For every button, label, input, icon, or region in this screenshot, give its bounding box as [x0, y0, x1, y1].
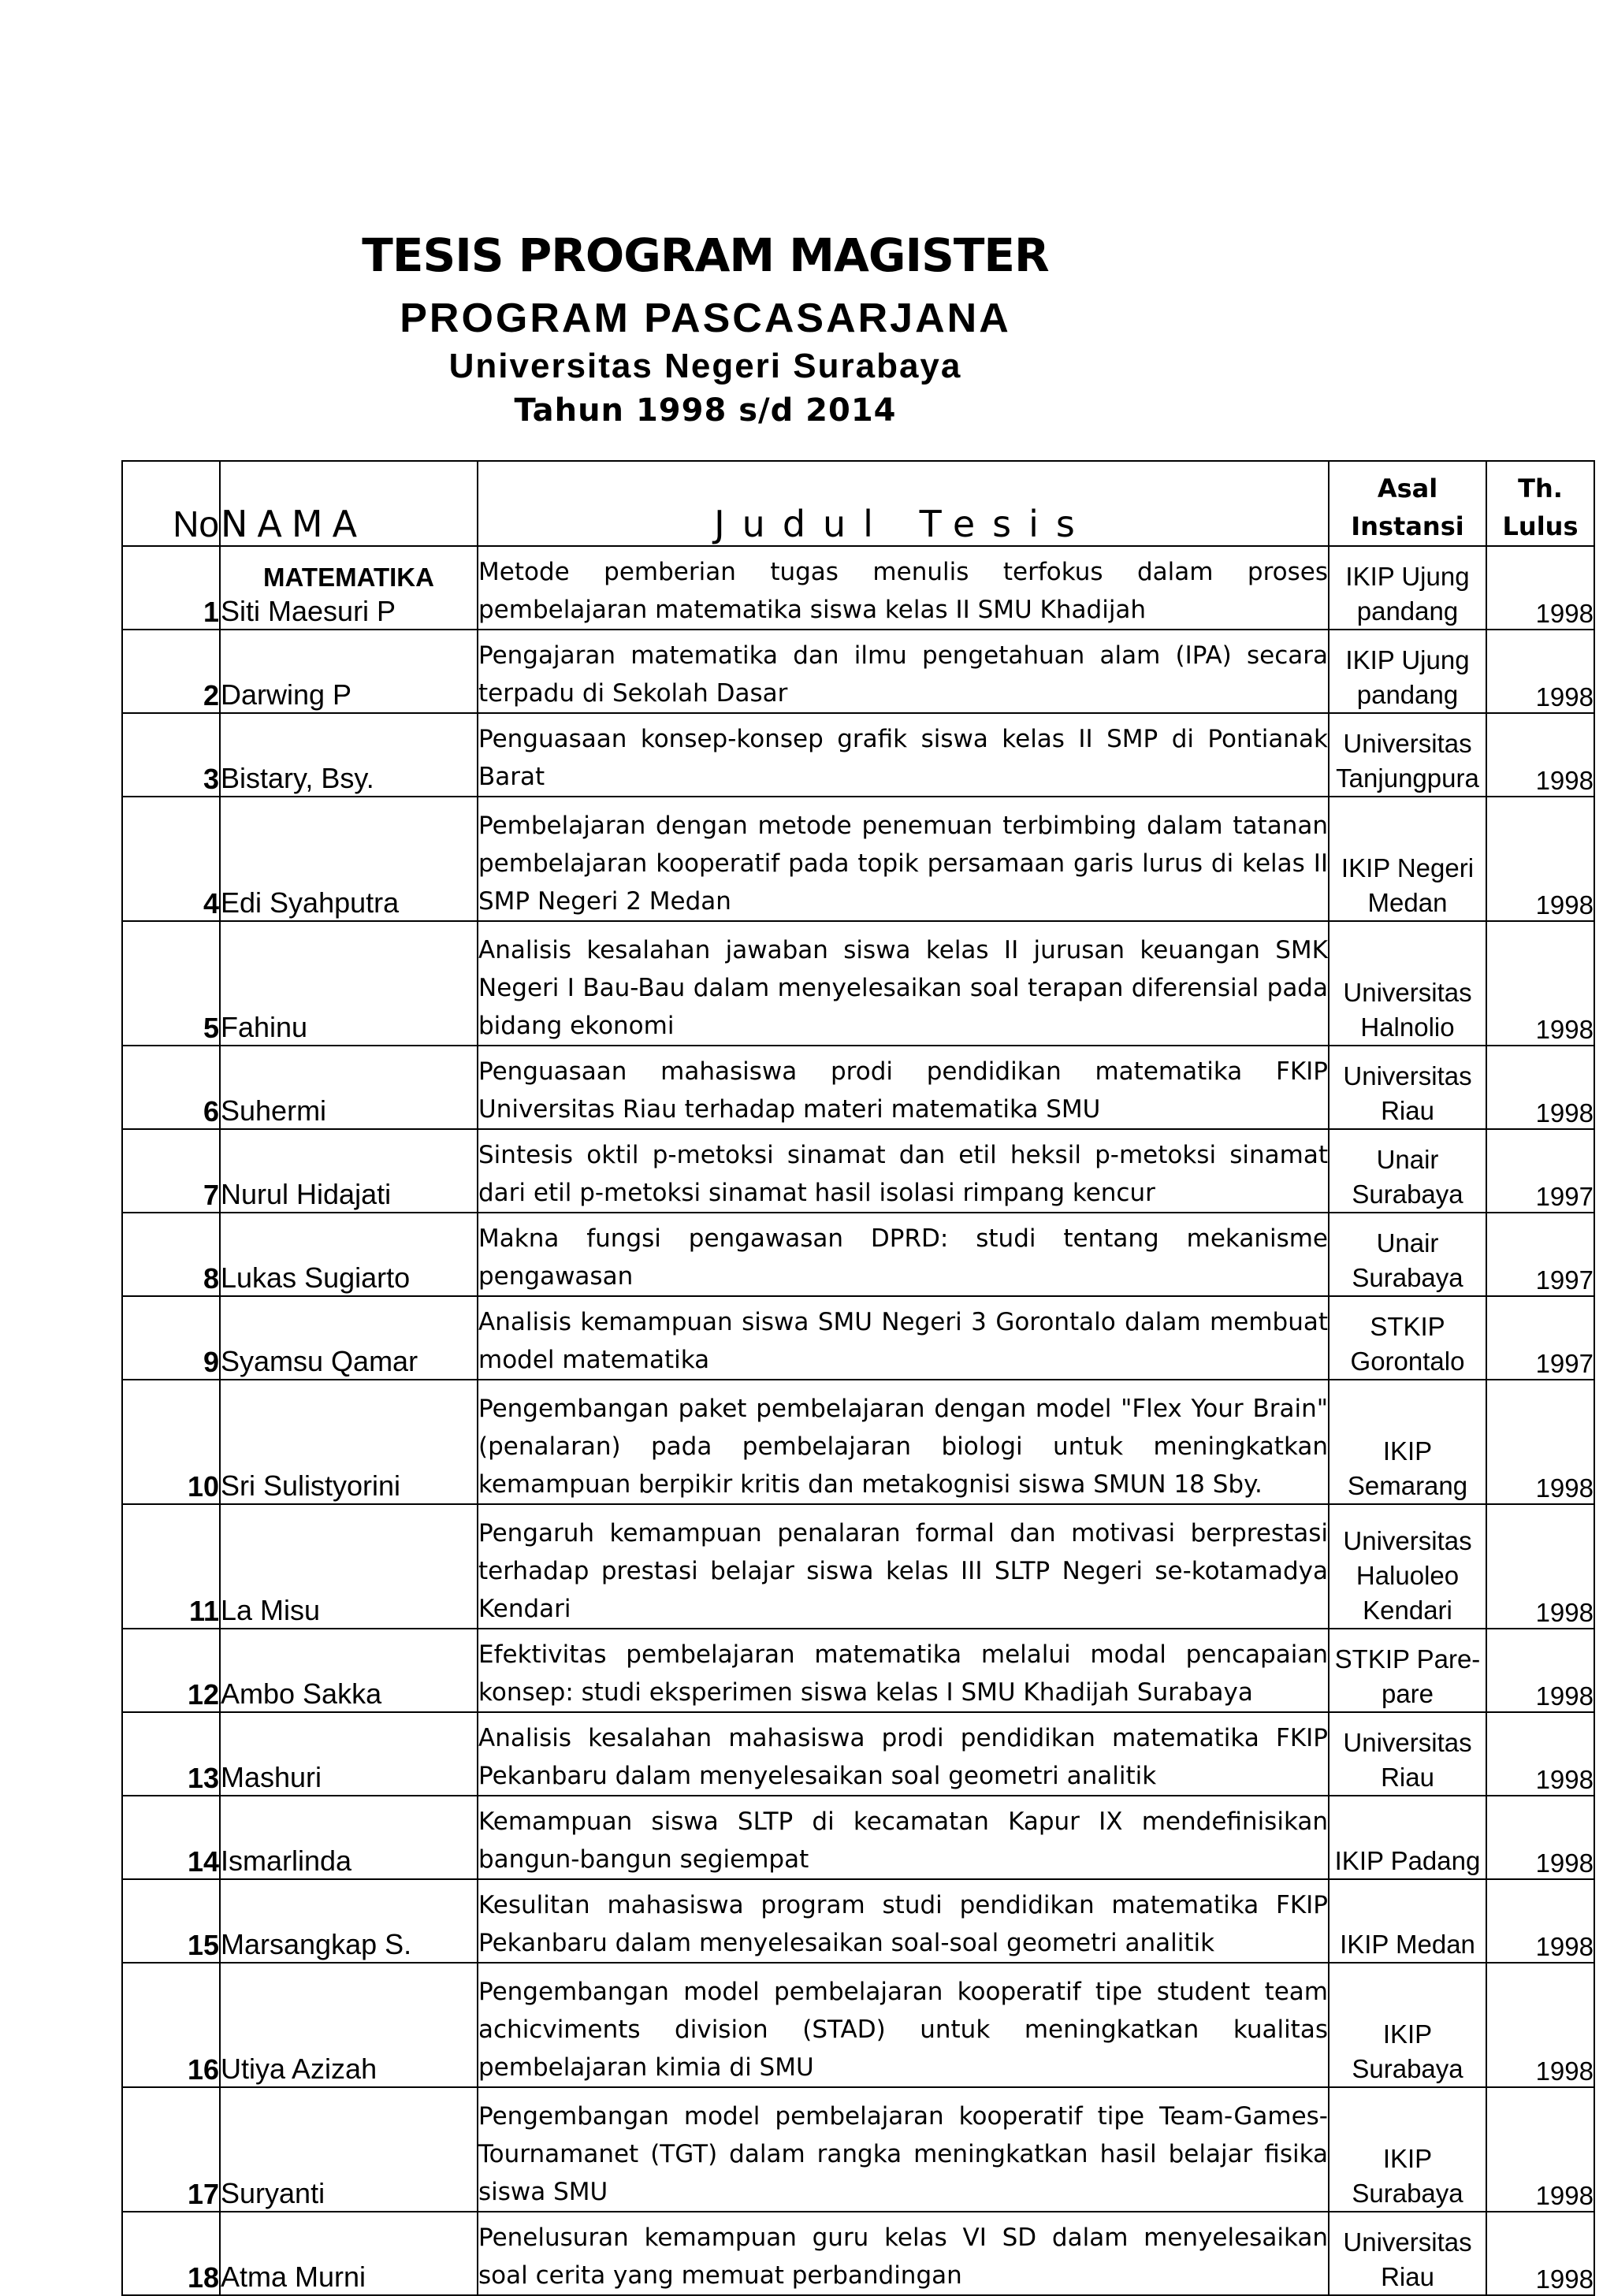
student-name: Atma Murni [221, 2261, 366, 2293]
header-nama: NAMA [220, 461, 478, 546]
student-name: Lukas Sugiarto [221, 1261, 411, 1294]
thesis-title: Makna fungsi pengawasan DPRD: studi tentang mekanisme pengawasan [478, 1213, 1329, 1296]
student-name-cell [220, 2212, 478, 2295]
thesis-title: Penelusuran kemampuan guru kelas VI SD dalam menyelesaikan soal cerita yang memuat perbandingan [478, 2212, 1329, 2295]
graduation-year: 1997 [1486, 1213, 1594, 1296]
student-name: Darwing P [221, 678, 352, 711]
student-name-cell [220, 1213, 478, 1296]
table-row [122, 1796, 1594, 1879]
student-name-cell [220, 546, 478, 630]
thesis-title: Sintesis oktil p-metoksi sinamat dan etil heksil p-metoksi sinamat dari etil p-metoksi sinamat hasil isolasi rimpang kencur [478, 1129, 1329, 1213]
student-name-cell [220, 2087, 478, 2212]
row-number: 12 [122, 1629, 220, 1712]
program-title: PROGRAM PASCASARJANA [400, 295, 1011, 341]
thesis-title: Penguasaan mahasiswa prodi pendidikan matematika FKIP Universitas Riau terhadap materi matematika SMU [478, 1046, 1329, 1129]
row-number: 16 [122, 1963, 220, 2087]
graduation-year: 1998 [1486, 1879, 1594, 1963]
table-header-row [122, 461, 1594, 546]
graduation-year: 1998 [1486, 1963, 1594, 2087]
table-row [122, 1046, 1594, 1129]
student-name: Ambo Sakka [221, 1677, 382, 1710]
university-name: Universitas Negeri Surabaya [448, 347, 962, 385]
graduation-year: 1998 [1486, 797, 1594, 921]
row-number: 8 [122, 1213, 220, 1296]
thesis-table [121, 460, 1595, 2296]
origin-institution: IKIP Surabaya [1329, 2087, 1486, 2212]
table-row [122, 630, 1594, 713]
graduation-year: 1998 [1486, 2212, 1594, 2295]
student-name: Nurul Hidajati [221, 1178, 392, 1210]
student-name-cell [220, 1504, 478, 1629]
thesis-title: Analisis kesalahan mahasiswa prodi pendidikan matematika FKIP Pekanbaru dalam menyelesaikan soal geometri analitik [478, 1712, 1329, 1796]
table-row [122, 1879, 1594, 1963]
student-name: La Misu [221, 1594, 321, 1626]
graduation-year: 1998 [1486, 1796, 1594, 1879]
row-number: 17 [122, 2087, 220, 2212]
row-number: 5 [122, 921, 220, 1046]
origin-institution: Universitas Riau [1329, 1046, 1486, 1129]
student-name-cell [220, 797, 478, 921]
header-judul: Judul Tesis [478, 461, 1329, 546]
table-row [122, 1504, 1594, 1629]
student-name: Marsangkap S. [221, 1928, 412, 1960]
origin-institution: IKIP Medan [1329, 1879, 1486, 1963]
table-row [122, 1629, 1594, 1712]
student-name-cell [220, 713, 478, 797]
thesis-title: Penguasaan konsep-konsep grafik siswa kelas II SMP di Pontianak Barat [478, 713, 1329, 797]
origin-institution: STKIP Pare-pare [1329, 1629, 1486, 1712]
row-number: 7 [122, 1129, 220, 1213]
row-number: 6 [122, 1046, 220, 1129]
row-number: 14 [122, 1796, 220, 1879]
student-name: Suryanti [221, 2177, 325, 2209]
row-number: 4 [122, 797, 220, 921]
origin-institution: IKIP Padang [1329, 1796, 1486, 1879]
graduation-year: 1998 [1486, 1712, 1594, 1796]
student-name-cell [220, 1796, 478, 1879]
student-name: Suhermi [221, 1094, 327, 1127]
origin-institution: IKIP Ujung pandang [1329, 546, 1486, 630]
thesis-title: Metode pemberian tugas menulis terfokus dalam proses pembelajaran matematika siswa kelas II SMU Khadijah [478, 546, 1329, 630]
thesis-title: Analisis kesalahan jawaban siswa kelas II jurusan keuangan SMK Negeri I Bau-Bau dalam menyelesaikan soal terapan diferensial pada bidang ekonomi [478, 921, 1329, 1046]
student-name-cell [220, 1879, 478, 1963]
header-no: No [122, 461, 220, 546]
header-lulus: Th. Lulus [1486, 461, 1594, 546]
origin-institution: IKIP Ujung pandang [1329, 630, 1486, 713]
graduation-year: 1998 [1486, 1504, 1594, 1629]
origin-institution: Universitas Riau [1329, 1712, 1486, 1796]
graduation-year: 1998 [1486, 713, 1594, 797]
graduation-year: 1998 [1486, 1046, 1594, 1129]
origin-institution: IKIP Surabaya [1329, 1963, 1486, 2087]
table-row [122, 2212, 1594, 2295]
row-number: 1 [122, 546, 220, 630]
thesis-title: Pengembangan model pembelajaran kooperatif tipe student team achicviments division (STAD) untuk meningkatkan kualitas pembelajaran kimia di SMU [478, 1963, 1329, 2087]
graduation-year: 1998 [1486, 630, 1594, 713]
origin-institution: IKIP Semarang [1329, 1380, 1486, 1504]
origin-institution: Universitas Haluoleo Kendari [1329, 1504, 1486, 1629]
student-name: Mashuri [221, 1761, 322, 1793]
student-name: Edi Syahputra [221, 886, 400, 919]
student-name: Sri Sulistyorini [221, 1469, 401, 1502]
thesis-title: Efektivitas pembelajaran matematika melalui modal pencapaian konsep: studi eksperimen siswa kelas I SMU Khadijah Surabaya [478, 1629, 1329, 1712]
row-number: 18 [122, 2212, 220, 2295]
table-row [122, 1963, 1594, 2087]
category-label: MATEMATIKA [263, 563, 434, 592]
row-number: 11 [122, 1504, 220, 1629]
thesis-title: Analisis kemampuan siswa SMU Negeri 3 Gorontalo dalam membuat model matematika [478, 1296, 1329, 1380]
graduation-year: 1997 [1486, 1296, 1594, 1380]
row-number: 10 [122, 1380, 220, 1504]
document-title: TESIS PROGRAM MAGISTER [362, 228, 1049, 282]
graduation-year: 1998 [1486, 1380, 1594, 1504]
table-row [122, 1712, 1594, 1796]
student-name-cell [220, 1629, 478, 1712]
student-name-cell [220, 1963, 478, 2087]
origin-institution: Universitas Tanjungpura [1329, 713, 1486, 797]
origin-institution: Unair Surabaya [1329, 1213, 1486, 1296]
thesis-title: Pengembangan paket pembelajaran dengan model "Flex Your Brain"(penalaran) pada pembelajaran biologi untuk meningkatkan kemampuan berpikir kritis dan metakognisi siswa SMUN 18 Sby. [478, 1380, 1329, 1504]
thesis-title: Pengaruh kemampuan penalaran formal dan motivasi berprestasi terhadap prestasi belajar siswa kelas III SLTP Negeri se-kotamadya Kendari [478, 1504, 1329, 1629]
year-range: Tahun 1998 s/d 2014 [514, 392, 897, 429]
table-row [122, 713, 1594, 797]
graduation-year: 1998 [1486, 546, 1594, 630]
student-name-cell [220, 1296, 478, 1380]
graduation-year: 1998 [1486, 1629, 1594, 1712]
thesis-title: Pengembangan model pembelajaran kooperatif tipe Team-Games-Tournamanet (TGT) dalam rangka meningkatkan hasil belajar fisika siswa SMU [478, 2087, 1329, 2212]
table-row [122, 797, 1594, 921]
table-row [122, 1129, 1594, 1213]
student-name: Siti Maesuri P [221, 595, 396, 627]
header-instansi: Asal Instansi [1329, 461, 1486, 546]
student-name-cell [220, 1129, 478, 1213]
thesis-title: Kemampuan siswa SLTP di kecamatan Kapur IX mendefinisikan bangun-bangun segiempat [478, 1796, 1329, 1879]
student-name: Fahinu [221, 1011, 308, 1043]
table-row [122, 1213, 1594, 1296]
graduation-year: 1997 [1486, 1129, 1594, 1213]
row-number: 3 [122, 713, 220, 797]
student-name: Bistary, Bsy. [221, 762, 374, 794]
origin-institution: Universitas Halnolio [1329, 921, 1486, 1046]
graduation-year: 1998 [1486, 2087, 1594, 2212]
graduation-year: 1998 [1486, 921, 1594, 1046]
table-row [122, 1380, 1594, 1504]
row-number: 13 [122, 1712, 220, 1796]
row-number: 9 [122, 1296, 220, 1380]
origin-institution: IKIP Negeri Medan [1329, 797, 1486, 921]
thesis-title: Pengajaran matematika dan ilmu pengetahuan alam (IPA) secara terpadu di Sekolah Dasar [478, 630, 1329, 713]
student-name-cell [220, 630, 478, 713]
row-number: 2 [122, 630, 220, 713]
table-row [122, 546, 1594, 630]
student-name-cell [220, 1380, 478, 1504]
student-name-cell [220, 1046, 478, 1129]
origin-institution: STKIP Gorontalo [1329, 1296, 1486, 1380]
thesis-title: Kesulitan mahasiswa program studi pendidikan matematika FKIP Pekanbaru dalam menyelesaikan soal-soal geometri analitik [478, 1879, 1329, 1963]
row-number: 15 [122, 1879, 220, 1963]
origin-institution: Unair Surabaya [1329, 1129, 1486, 1213]
student-name-cell [220, 921, 478, 1046]
origin-institution: Universitas Riau [1329, 2212, 1486, 2295]
student-name: Utiya Azizah [221, 2053, 377, 2085]
thesis-title: Pembelajaran dengan metode penemuan terbimbing dalam tatanan pembelajaran kooperatif pada topik persamaan garis lurus di kelas II SMP Negeri 2 Medan [478, 797, 1329, 921]
student-name: Ismarlinda [221, 1845, 352, 1877]
table-row [122, 1296, 1594, 1380]
student-name: Syamsu Qamar [221, 1345, 418, 1377]
student-name-cell [220, 1712, 478, 1796]
table-row [122, 2087, 1594, 2212]
table-row [122, 921, 1594, 1046]
